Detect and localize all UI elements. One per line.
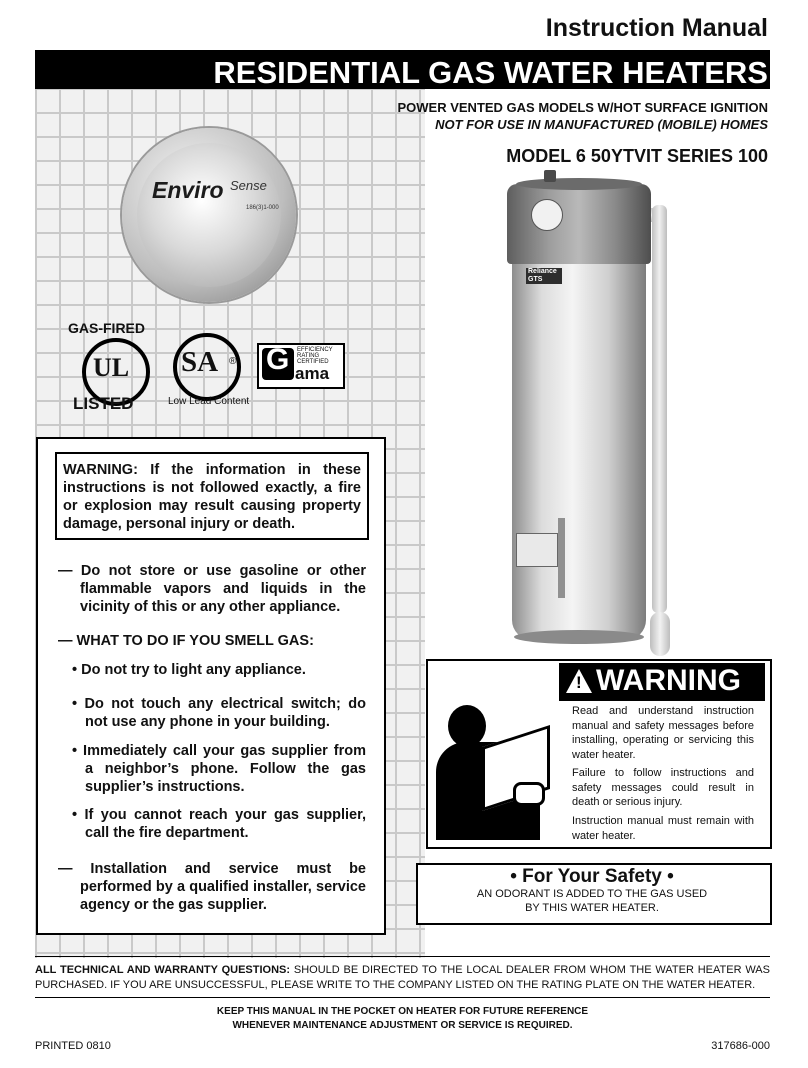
warning-statement: WARNING: If the information in these instructions is not followed exactly, a fire or explosion may result causing property damage, personal injury or death. — [63, 462, 361, 532]
footer-rule-bottom — [35, 997, 770, 998]
main-heading: RESIDENTIAL GAS WATER HEATERS — [213, 55, 768, 90]
water-heater-top-cap — [516, 178, 642, 190]
bullet-call-supplier: • Immediately call your gas supplier from a neighbor’s phone. Follow the gas supplier’s instructions. — [72, 743, 366, 795]
no-gasoline-item: — Do not store or use gasoline or other flammable vapors and liquids in the vicinity of this or any other appliance. — [58, 563, 366, 615]
safety-line-2: BY THIS WATER HEATER. — [525, 902, 659, 914]
envirosense-logo-inner — [137, 143, 281, 287]
warning-manual-remain: Instruction manual must remain with water heater. — [572, 815, 754, 842]
bullet-fire-department: • If you cannot reach your gas supplier, call the fire department. — [72, 807, 366, 841]
ul-mark: UL — [93, 353, 130, 382]
warning-failure: Failure to follow instructions and safety messages could result in death or serious injury. — [572, 767, 754, 808]
safety-line-1: AN ODORANT IS ADDED TO THE GAS USED — [476, 888, 708, 900]
water-heater-blower — [507, 184, 651, 264]
model-number: MODEL 6 50YTVIT SERIES 100 — [506, 146, 768, 166]
keep-manual-note: KEEP THIS MANUAL IN THE POCKET ON HEATER FOR FUTURE REFERENCE WHENEVER MAINTENANCE ADJUSTMENT OR SERVICE IS REQUIRED. — [216, 1006, 589, 1031]
safety-title: • For Your Safety • — [510, 866, 674, 887]
vent-pipe-vertical — [652, 205, 667, 613]
logo-small-number: 186(3)1-000 — [246, 205, 279, 211]
gama-letter: G — [266, 343, 290, 376]
gama-word: ama — [295, 364, 330, 383]
bullet-no-switch: • Do not touch any electrical switch; do not use any phone in your building. — [72, 696, 366, 730]
csa-registered-mark: ® — [229, 356, 237, 367]
questions-lead: ALL TECHNICAL AND WARRANTY QUESTIONS: — [35, 964, 291, 976]
bullet-no-light: • Do not try to light any appliance. — [72, 662, 306, 678]
ul-gas-fired-label: GAS-FIRED — [68, 320, 145, 336]
warning-exclamation: ! — [576, 673, 582, 692]
brand-label-text: Reliance GTS — [528, 268, 557, 283]
questions-text: SHOULD BE DIRECTED TO THE LOCAL DEALER FROM WHOM THE WATER HEATER WAS PURCHASED. IF YOU ARE UNSUCCESSFUL, PLEASE WRITE TO THE COMPANY LISTED ON THE RATING PLATE ON THE WATER HEATER. — [35, 964, 770, 991]
gama-caption: EFFICIENCY RATING CERTIFIED — [297, 347, 333, 365]
blower-badge — [531, 199, 563, 231]
footer-rule-top — [35, 956, 770, 957]
gas-supply-pipe — [558, 518, 565, 598]
printed-date: PRINTED 0810 — [35, 1040, 111, 1052]
part-number: 317686-000 — [711, 1040, 770, 1052]
warning-read-manual: Read and understand instruction manual and safety messages before installing, operating or servicing this water heater. — [572, 705, 754, 761]
subtitle-not-for-mobile: NOT FOR USE IN MANUFACTURED (MOBILE) HOMES — [435, 117, 768, 132]
questions-note — [35, 963, 770, 993]
low-lead-caption: Low Lead Content — [168, 396, 250, 407]
reader-figure-head — [448, 705, 486, 747]
warning-banner-title: WARNING — [596, 664, 741, 697]
vent-pipe-elbow — [650, 612, 670, 656]
logo-name: Enviro — [152, 177, 224, 203]
water-heater-base — [514, 630, 644, 644]
gas-control-valve — [516, 533, 558, 567]
logo-name-script: Sense — [230, 178, 267, 193]
installation-item: — Installation and service must be performed by a qualified installer, service agency or the gas supplier. — [58, 861, 366, 913]
csa-mark: SA — [181, 346, 219, 378]
hand-icon — [513, 782, 545, 806]
smell-gas-heading: — WHAT TO DO IF YOU SMELL GAS: — [58, 633, 314, 649]
water-heater-nipple — [544, 170, 556, 182]
subtitle-models: POWER VENTED GAS MODELS W/HOT SURFACE IGNITION — [397, 100, 768, 115]
water-heater-tank — [512, 245, 646, 640]
document-title: Instruction Manual — [545, 14, 768, 42]
ul-listed-label: LISTED — [73, 394, 134, 413]
